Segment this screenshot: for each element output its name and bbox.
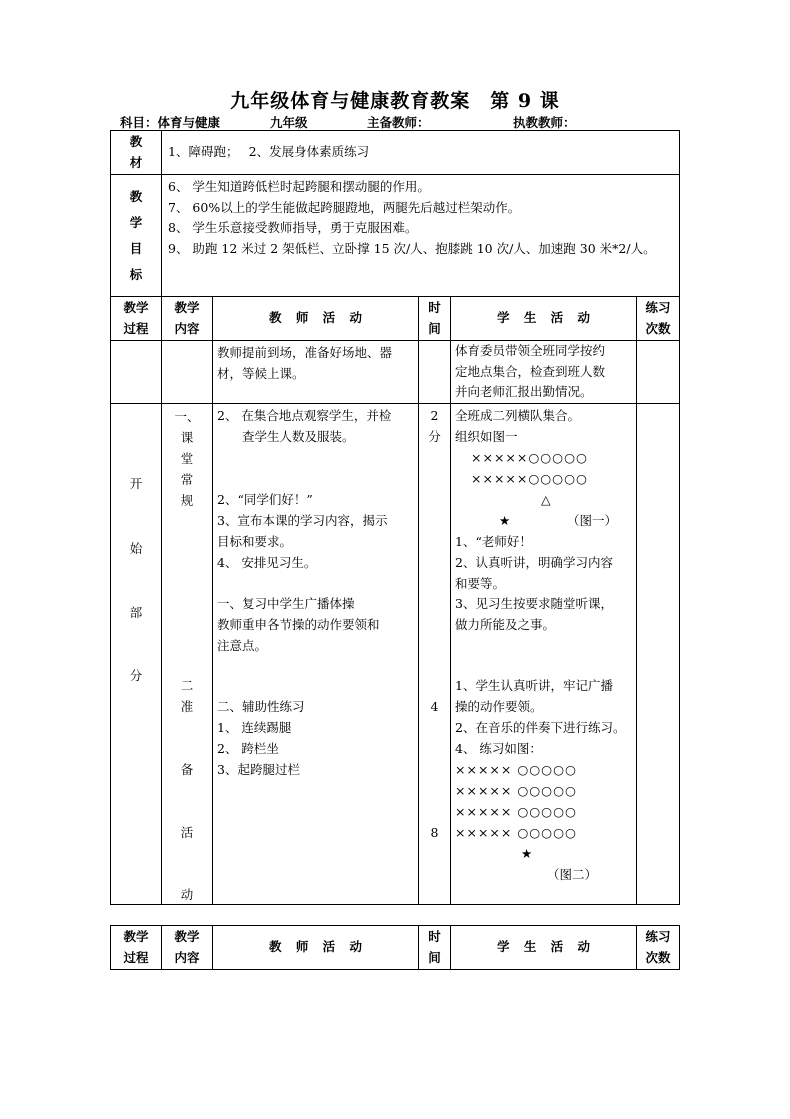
- meta-teaching-teacher: 执教教师：: [513, 115, 576, 130]
- formation-line: ××××× ○○○○○: [455, 761, 577, 777]
- header-content-1: 教学: [174, 929, 200, 944]
- pre-teacher-line: 教师提前到场，准备好场地、器: [217, 345, 393, 360]
- teacher-line: 2、 在集合地点观察学生，并检: [217, 407, 392, 423]
- header-teacher: 教 师 活 动: [213, 297, 419, 341]
- materials-label: [111, 131, 162, 175]
- meta-lead-teacher: 主备教师：: [367, 115, 430, 130]
- teacher-line: 一、复习中学生广播体操: [217, 595, 355, 611]
- student-line: 4、 练习如图：: [455, 740, 542, 756]
- teacher-line: 查学生人数及服装。: [217, 428, 355, 444]
- meta-subject: 科目：体育与健康: [120, 115, 221, 130]
- header-time-1: 时: [428, 929, 441, 944]
- teacher-line: 二、辅助性练习: [217, 698, 305, 714]
- header-process-2: 过程: [123, 949, 149, 965]
- student-line: 1、“老师好！: [455, 533, 532, 549]
- header-practice-1: 练习: [645, 300, 671, 315]
- student-line: 做力所能及之事。: [455, 616, 556, 632]
- student-line: 操的动作要领。: [455, 698, 543, 714]
- practice-cell: [637, 403, 680, 904]
- time-value: 2: [430, 407, 439, 423]
- pre-time-cell: [419, 341, 451, 404]
- materials-label-1: 教: [129, 134, 143, 149]
- student-line: 和要等。: [455, 575, 506, 591]
- objectives-label-2: 学: [129, 214, 143, 230]
- content-a-char: 常: [180, 471, 194, 487]
- pre-student-line: 体育委员带领全班同学按约: [455, 343, 606, 358]
- student-line: 3、见习生按要求随堂听课，: [455, 595, 613, 611]
- student-line: 2、认真听讲，明确学习内容: [455, 554, 613, 570]
- process-char: 始: [129, 540, 143, 556]
- pre-student-cell: [451, 341, 637, 404]
- lesson-plan-table: [110, 130, 680, 905]
- teacher-line: 1、 连续踢腿: [217, 719, 292, 735]
- teacher-position-mark: △: [541, 491, 551, 507]
- figure-caption: （图二）: [547, 866, 598, 882]
- pre-process-cell: [111, 341, 162, 404]
- content-b-char: 准: [180, 698, 194, 714]
- pre-content-cell: [162, 341, 213, 404]
- header-practice: [637, 926, 680, 970]
- continuation-table: [110, 925, 680, 970]
- objectives-content: [162, 175, 680, 297]
- star-icon: ★: [499, 512, 511, 528]
- teacher-line: 注意点。: [217, 637, 268, 653]
- header-practice-2: 次数: [645, 949, 671, 965]
- content-a-char: 堂: [180, 450, 194, 466]
- materials-row: [111, 131, 680, 175]
- teacher-line: 2、“同学们好！”: [217, 491, 313, 507]
- header-practice-2: 次数: [645, 320, 671, 336]
- header-process: [111, 926, 162, 970]
- header-process-1: 教学: [123, 300, 149, 315]
- student-line: 组织如图一: [455, 428, 518, 444]
- content-a-char: 课: [180, 429, 194, 445]
- header-student: 学 生 活 动: [451, 297, 637, 341]
- header-time: [419, 926, 451, 970]
- process-char: 开: [129, 475, 143, 491]
- process-cell: [111, 403, 162, 904]
- header-student: 学 生 活 动: [451, 926, 637, 970]
- pre-teacher-cell: [213, 341, 419, 404]
- header-process-2: 过程: [123, 320, 149, 336]
- objective-item: 6、 学生知道跨低栏时起跨腿和摆动腿的作用。: [168, 179, 430, 194]
- header-practice: [637, 297, 680, 341]
- content-cell: [162, 403, 213, 904]
- header-process-1: 教学: [123, 929, 149, 944]
- teacher-line: 3、宣布本课的学习内容，揭示: [217, 512, 388, 528]
- formation-line: ××××× ○○○○○: [455, 824, 577, 840]
- meta-grade: 九年级: [270, 115, 308, 130]
- content-b-char: 动: [180, 886, 194, 902]
- teacher-line: 3、起跨腿过栏: [217, 761, 300, 777]
- teacher-line: 4、 安排见习生。: [217, 554, 317, 570]
- header-row-repeat: [111, 926, 680, 970]
- content-b-char: 备: [180, 761, 194, 777]
- time-value: 8: [430, 824, 439, 840]
- formation-line: ××××× ○○○○○: [455, 782, 577, 798]
- objectives-label: [111, 175, 162, 297]
- header-time: [419, 297, 451, 341]
- objective-item: 8、 学生乐意接受教师指导，勇于克服困难。: [168, 220, 418, 235]
- header-process: [111, 297, 162, 341]
- objective-item: 7、 60%以上的学生能做起跨腿蹬地，两腿先后越过栏架动作。: [168, 199, 521, 215]
- student-cell: [451, 403, 637, 904]
- time-value: 4: [430, 698, 439, 714]
- header-time-2: 间: [428, 320, 441, 336]
- header-content: [162, 926, 213, 970]
- pre-practice-cell: [637, 341, 680, 404]
- formation-line: ×××××○○○○○: [471, 449, 588, 465]
- content-a-char: 规: [180, 492, 194, 508]
- objectives-label-3: 目: [129, 240, 143, 256]
- header-time-2: 间: [428, 949, 441, 965]
- objective-item: 9、 助跑 12 米过 2 架低栏、立卧撑 15 次/人、抱膝跳 10 次/人、加速跑 30 米*2/人。: [168, 240, 656, 256]
- pre-student-line: 并向老师汇报出勤情况。: [455, 384, 593, 399]
- header-content-2: 内容: [174, 949, 200, 965]
- formation-line: ×××××○○○○○: [471, 470, 588, 486]
- content-b-char: 活: [180, 824, 194, 840]
- figure-caption: （图一）: [567, 512, 618, 528]
- header-content-2: 内容: [174, 320, 200, 336]
- header-row: [111, 297, 680, 341]
- formation-line: ××××× ○○○○○: [455, 803, 577, 819]
- star-icon: ★: [521, 845, 533, 861]
- materials-content: 1、障碍跑； 2、发展身体素质练习: [162, 131, 680, 175]
- page-title: 九年级体育与健康教育教案 第 9 课: [230, 90, 560, 112]
- objectives-row: [111, 175, 680, 297]
- process-char: 分: [129, 667, 143, 683]
- pre-teacher-line: 材，等候上课。: [217, 365, 305, 381]
- teacher-line: 教师重申各节操的动作要领和: [217, 616, 380, 632]
- pre-class-row: [111, 341, 680, 404]
- student-line: 1、学生认真听讲，牢记广播: [455, 677, 613, 693]
- pre-student-line: 定地点集合，检查到班人数: [455, 363, 606, 379]
- student-line: 2、在音乐的伴奏下进行练习。: [455, 719, 626, 735]
- teacher-line: 2、 跨栏坐: [217, 740, 279, 756]
- time-cell: [419, 403, 451, 904]
- header-time-1: 时: [428, 300, 441, 315]
- header-content-1: 教学: [174, 300, 200, 315]
- content-b-char: 二: [180, 677, 194, 693]
- header-content: [162, 297, 213, 341]
- main-row: [111, 403, 680, 904]
- objectives-label-4: 标: [129, 266, 143, 282]
- teacher-cell: [213, 403, 419, 904]
- header-practice-1: 练习: [645, 929, 671, 944]
- objectives-label-1: 教: [129, 188, 143, 204]
- process-char: 部: [129, 604, 143, 620]
- materials-label-2: 材: [129, 154, 143, 170]
- content-a-char: 一、: [174, 408, 200, 424]
- student-line: 全班成二列横队集合。: [455, 407, 581, 423]
- time-value: 分: [428, 428, 441, 444]
- teacher-line: 目标和要求。: [217, 533, 293, 549]
- header-teacher: 教 师 活 动: [213, 926, 419, 970]
